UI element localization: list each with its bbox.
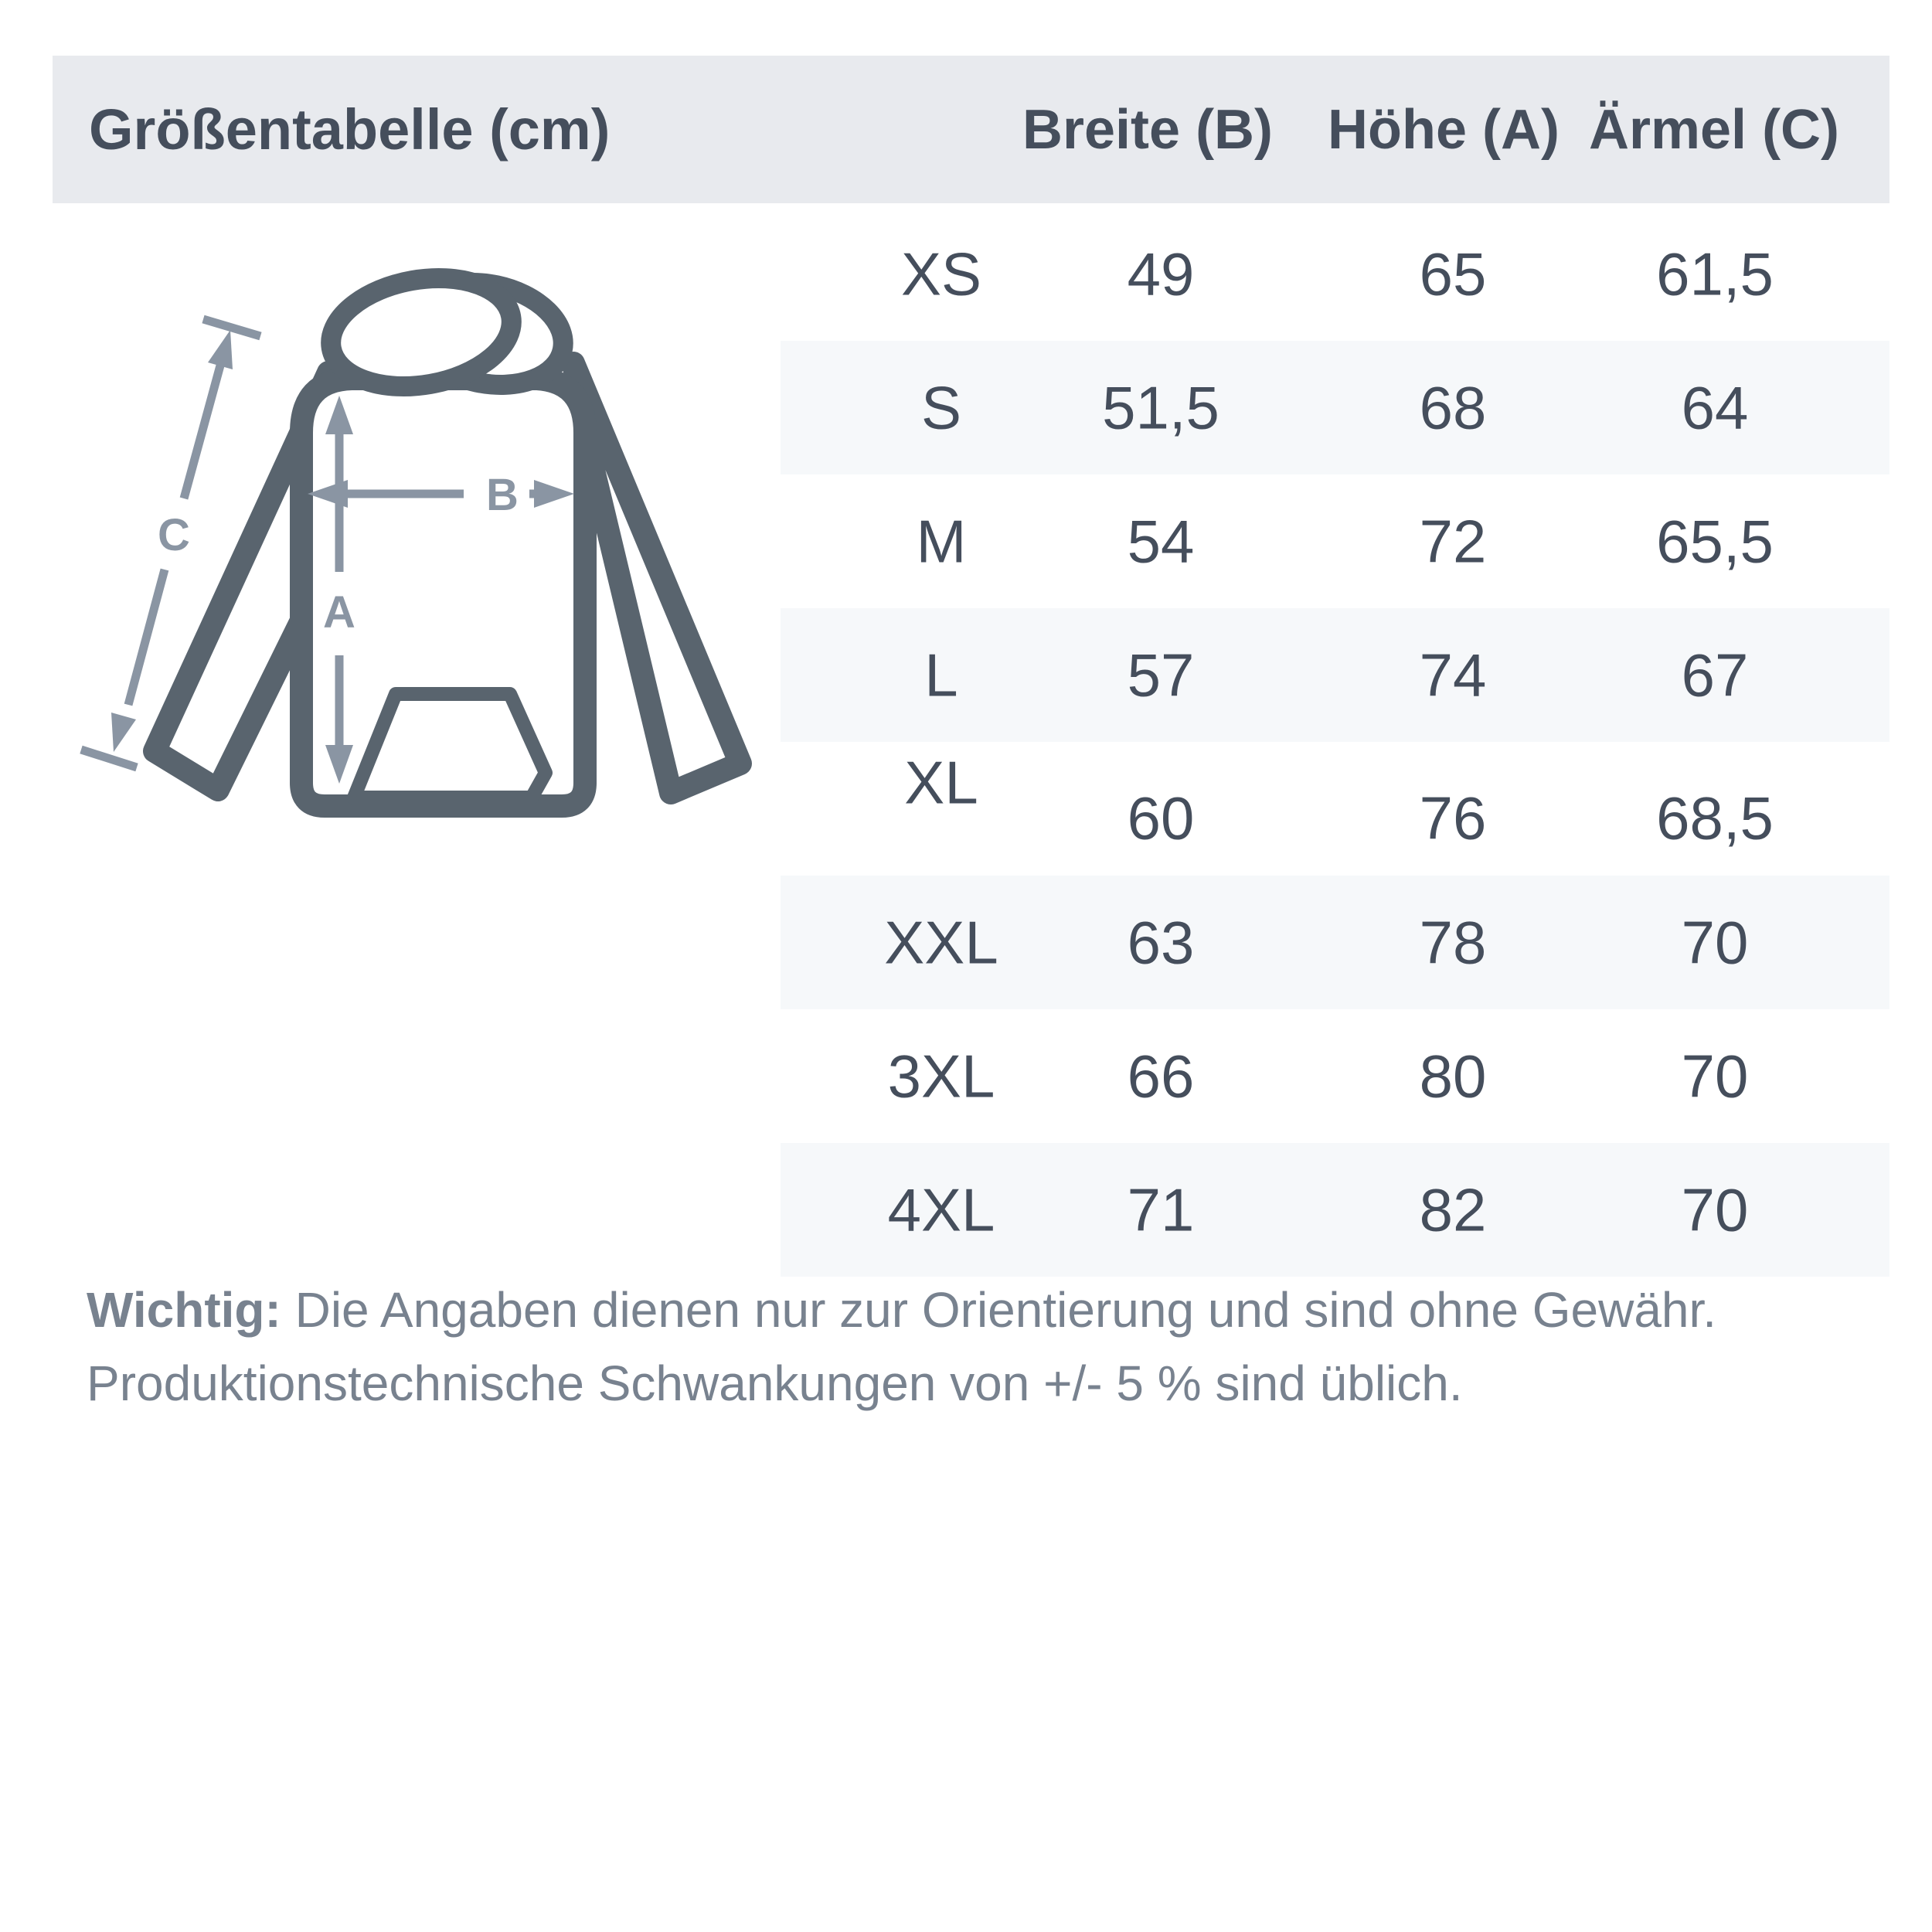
hoehe-cell: 78 [1419, 908, 1487, 976]
footer-note-line1 [87, 1274, 1879, 1347]
footer-note-text1: Die Angaben dienen nur zur Orientierung und sind ohne Gewähr. [281, 1282, 1717, 1338]
right-sleeve [573, 363, 740, 793]
aermel-cell: 70 [1681, 1175, 1749, 1243]
measure-label-b: B [486, 470, 519, 520]
size-cell: M [916, 507, 967, 575]
table-row [781, 608, 1889, 742]
breite-cell: 71 [1127, 1175, 1195, 1243]
aermel-cell: 68,5 [1656, 784, 1774, 852]
column-header-hoehe: Höhe (A) [1328, 98, 1560, 161]
column-header-aermel: Ärmel (C) [1588, 98, 1840, 161]
breite-cell: 54 [1127, 507, 1195, 575]
table-row [781, 876, 1889, 1009]
hoodie-diagram [0, 0, 811, 889]
breite-cell: 51,5 [1102, 373, 1219, 441]
table-row [781, 1009, 1889, 1143]
aermel-cell: 65,5 [1656, 507, 1774, 575]
table-row [781, 341, 1889, 474]
hoehe-cell: 76 [1419, 784, 1487, 852]
aermel-cell: 67 [1681, 641, 1749, 709]
table-row [781, 1143, 1889, 1277]
breite-cell: 57 [1127, 641, 1195, 709]
pocket [354, 694, 546, 798]
size-cell: L [924, 641, 958, 709]
aermel-cell: 61,5 [1656, 240, 1774, 308]
size-cell: 4XL [887, 1175, 995, 1243]
aermel-cell: 64 [1681, 373, 1749, 441]
size-cell: S [920, 373, 962, 441]
hood [322, 265, 573, 400]
breite-cell: 63 [1127, 908, 1195, 976]
column-header-breite: Breite (B) [1022, 98, 1274, 161]
hoehe-cell: 80 [1419, 1042, 1487, 1110]
size-cell: XL [904, 748, 978, 816]
hoehe-cell: 65 [1419, 240, 1487, 308]
aermel-cell: 70 [1681, 908, 1749, 976]
breite-cell: 60 [1127, 784, 1195, 852]
size-cell: XXL [884, 908, 998, 976]
hoehe-cell: 74 [1419, 641, 1487, 709]
hoodie-outline [155, 265, 740, 806]
aermel-cell: 70 [1681, 1042, 1749, 1110]
hoehe-cell: 82 [1419, 1175, 1487, 1243]
table-row [781, 474, 1889, 608]
breite-cell: 49 [1127, 240, 1195, 308]
arrowhead-c-bottom [111, 713, 136, 752]
measure-label-c: C [158, 510, 190, 560]
hoehe-cell: 68 [1419, 373, 1487, 441]
table-row [781, 207, 1889, 341]
footer-note [87, 1274, 1879, 1420]
footer-important-label: Wichtig: [87, 1282, 281, 1338]
table-row [781, 742, 1889, 876]
page-title: Größentabelle (cm) [89, 97, 611, 162]
hoehe-cell: 72 [1419, 507, 1487, 575]
footer-note-line2: Produktionstechnische Schwankungen von +/- 5 % sind üblich. [87, 1355, 1463, 1411]
size-cell: XS [900, 240, 982, 308]
size-cell: 3XL [887, 1042, 995, 1110]
arrowhead-c-top [208, 330, 233, 369]
measure-label-a: A [323, 587, 355, 638]
breite-cell: 66 [1127, 1042, 1195, 1110]
